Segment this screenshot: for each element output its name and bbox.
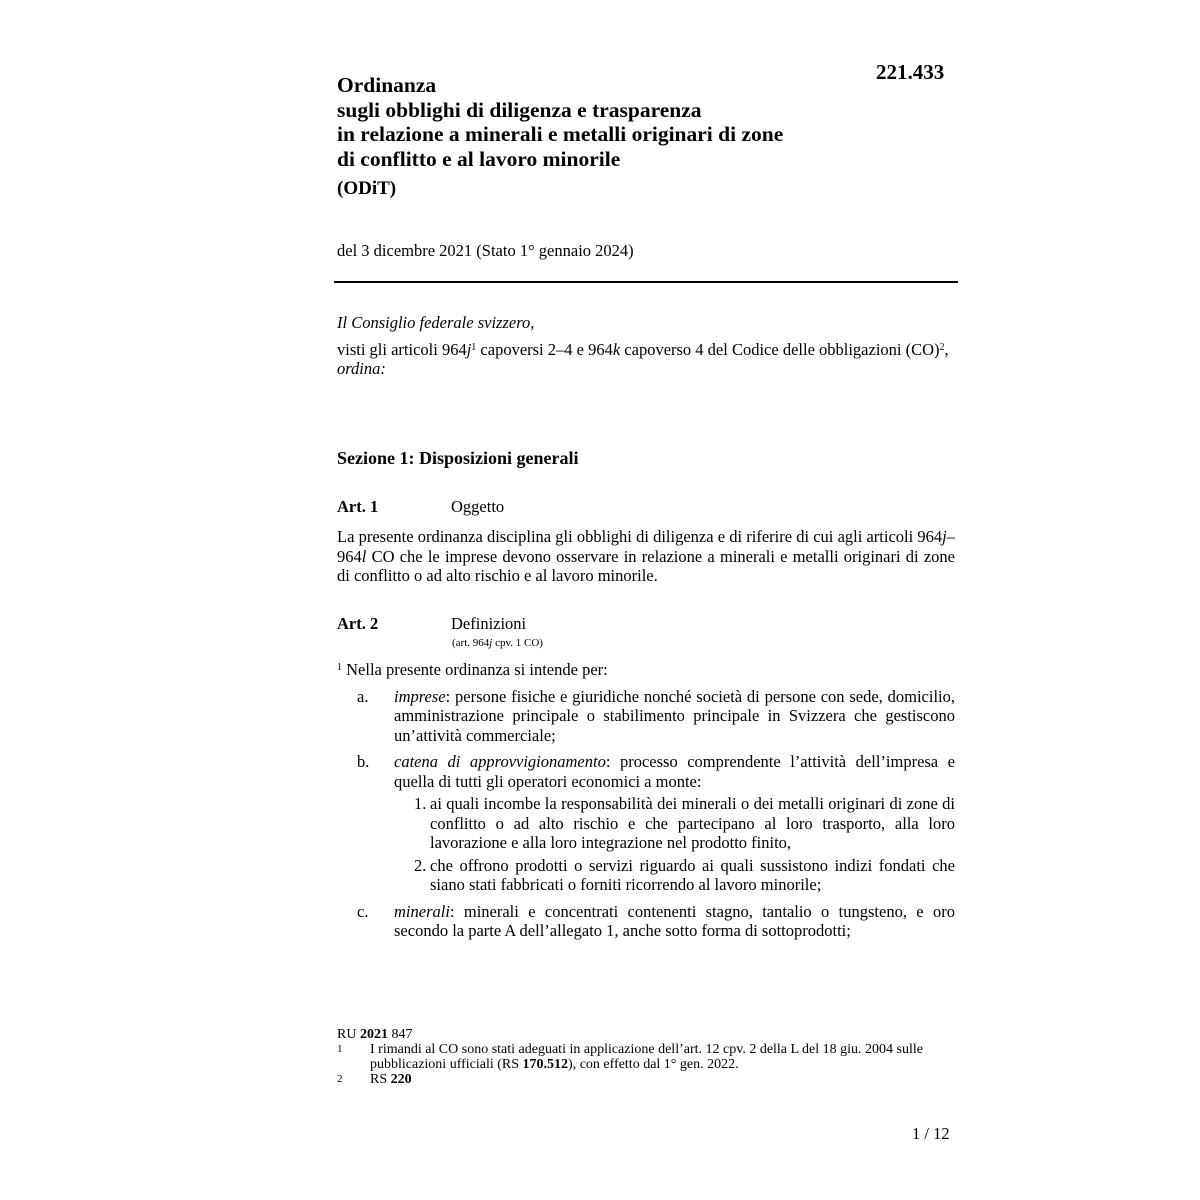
preamble: [337, 313, 957, 379]
footnote-ref-2[interactable]: 2: [939, 341, 945, 353]
article-1-heading: [337, 497, 504, 517]
document-abbreviation: (ODiT): [337, 178, 397, 199]
preamble-ordains: ordina:: [337, 359, 386, 378]
title-line: in relazione a minerali e metalli originari di zone: [337, 122, 784, 146]
article-2-subtitle: (art. 964j cpv. 1 CO): [452, 637, 543, 649]
title-line: sugli obblighi di diligenza e trasparenza: [337, 97, 702, 122]
paragraph-number: 1: [337, 662, 342, 673]
list-item-b: b. catena di approvvigionamento: processo comprendente l’attività dell’impresa e quella di tutti gli operatori economici a monte: 1. ai quali incombe la responsabilità dei minerali o dei metalli originari di zone di conflitto o ad alto rischio e che partecipano al loro trasporto, alla loro lavorazione e alla loro integrazione nel prodotto finito, 2. che offrono prodotti o servizi riguardo ai quali sussistono indizi fondati che siano stati fabbricati o forniti ricorrendo al lavoro minorile;: [337, 752, 955, 895]
article-number: Art. 1: [337, 497, 379, 516]
sub-item-1: [394, 794, 955, 853]
paragraph-1: $^1$ Nella presente ordinanza si intende per:: [337, 660, 608, 679]
footnotes: [337, 1027, 957, 1087]
ru-reference: RU 2021 847: [337, 1027, 413, 1042]
defined-term: catena di approvvigionamento: [394, 752, 606, 771]
preamble-authority: Il Consiglio federale svizzero,: [337, 313, 535, 332]
article-2-body: [337, 660, 955, 941]
sub-label: 2.: [414, 855, 427, 875]
section-heading: Sezione 1: Disposizioni generali: [337, 448, 579, 468]
sub-item-2: [394, 856, 955, 895]
article-1-text: La presente ordinanza disciplina gli obblighi di diligenza e di riferire di cui agli articoli 964j–964l CO che le imprese devono osservare in relazione a minerali e metalli originari di zone di conflitto o ad alto rischio e al lavoro minorile.: [337, 527, 955, 585]
article-title: Definizioni: [451, 614, 527, 633]
title-line: Ordinanza: [337, 73, 437, 97]
sub-label: 1.: [414, 794, 427, 813]
date-line: del 3 dicembre 2021 (Stato 1° gennaio 2024): [337, 241, 634, 260]
footnote-number: 1: [337, 1043, 343, 1055]
title-line: di conflitto e al lavoro minorile: [337, 146, 621, 171]
sub-text: che offrono prodotti o servizi riguardo ai quali sussistono indizi fondati che siano stati fabbricati o forniti ricorrendo al lavoro minorile;: [430, 855, 955, 894]
footnote-1: 1 I rimandi al CO sono stati adeguati in applicazione dell’art. 12 cpv. 2 della L del 18 giu. 2004 sulle pubblicazioni ufficiali (RS 170.512), con effetto dal 1° gen. 2022.: [337, 1042, 923, 1072]
article-number: Art. 2: [337, 614, 379, 633]
article-title: Oggetto: [451, 497, 505, 516]
defined-term: imprese: [394, 686, 446, 706]
article-2-heading: [337, 614, 526, 634]
list-label: c.: [357, 901, 369, 921]
list-label: a.: [357, 686, 369, 706]
list-item-c: c. minerali: minerali e concentrati contenenti stagno, tantalio o tungsteno, e oro secondo la parte A dell’allegato 1, anche sotto forma di sottoprodotti;: [337, 902, 955, 941]
sub-text: ai quali incombe la responsabilità dei minerali o dei metalli originari di zone di conflitto o ad alto rischio e che partecipano al loro trasporto, alla loro lavorazione e alla loro integrazione nel prodotto finito,: [430, 794, 955, 852]
title-divider: [334, 281, 958, 283]
sr-number: 221.433: [876, 60, 945, 84]
preamble-legal-basis: visti gli articoli $964j^1$ capoversi 2–4 e 964k capoverso 4 del Codice delle obbligazioni (CO)$^2$,: [337, 339, 949, 359]
list-label: b.: [357, 752, 370, 771]
page-number: 1 / 12: [912, 1124, 950, 1143]
list-item-a: a. imprese: persone fisiche e giuridiche nonché società di persone con sede, domicilio, amministrazione principale o stabilimento principale in Svizzera che gestiscono un’attività commerciale;: [337, 687, 955, 746]
footnote-2: 2 RS 220: [337, 1072, 412, 1087]
footnote-ref-1[interactable]: 1: [471, 341, 477, 353]
footnote-number: 2: [337, 1073, 343, 1085]
document-title: [337, 73, 783, 171]
defined-term: minerali: [394, 901, 450, 921]
